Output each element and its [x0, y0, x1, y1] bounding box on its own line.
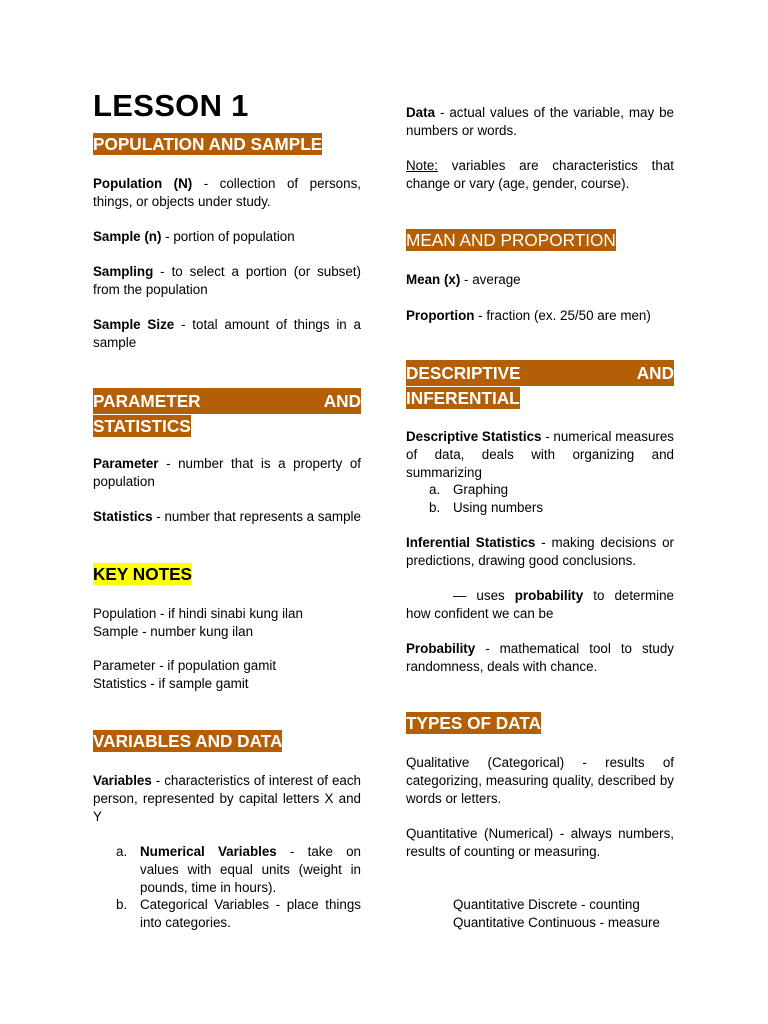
descriptive-term: Descriptive Statistics — [406, 429, 542, 444]
heading-key-notes: KEY NOTES — [93, 564, 193, 584]
data-definition: Data - actual values of the variable, may be numbers or words. — [406, 105, 674, 138]
heading-mean-proportion: MEAN AND PROPORTION — [406, 230, 616, 250]
sampling-term: Sampling — [93, 264, 154, 279]
sample-term: Sample (n) — [93, 229, 162, 244]
quantitative-definition: Quantitative (Numerical) - always numbers, results of counting or measuring. — [406, 826, 674, 859]
list-item: a. Numerical Variables - take on values with equal units (weight in pounds, time in hours). — [116, 844, 361, 895]
note-statistics: Statistics - if sample gamit — [93, 675, 249, 691]
note-sample: Sample - number kung ilan — [93, 623, 254, 639]
qualitative-definition: Qualitative (Categorical) - results of categorizing, measuring quality, described by words or letters. — [406, 755, 674, 806]
data-term: Data — [406, 105, 436, 120]
statistics-definition: Statistics - number that represents a sample — [93, 509, 361, 524]
note-population: Population - if hindi sinabi kung ilan — [93, 606, 303, 621]
sample-definition: Sample (n) - portion of population — [93, 229, 295, 244]
probability-keyword: probability — [514, 588, 584, 603]
population-term: Population (N) — [93, 176, 193, 191]
statistics-term: Statistics — [93, 509, 153, 524]
heading-population-sample: POPULATION AND SAMPLE — [93, 134, 323, 154]
probability-definition: Probability - mathematical tool to study randomness, deals with chance. — [406, 641, 674, 674]
proportion-term: Proportion — [406, 308, 475, 323]
heading-parameter-statistics: PARAMETER AND STATISTICS — [93, 388, 361, 438]
list-item: a. Graphing — [429, 482, 509, 497]
probability-term: Probability — [406, 641, 476, 656]
mean-term: Mean (x) — [406, 272, 461, 287]
inferential-definition: Inferential Statistics - making decisions or predictions, drawing good conclusions. — [406, 535, 674, 568]
heading-descriptive-inferential: DESCRIPTIVE AND INFERENTIAL — [406, 360, 674, 410]
note-label: Note: — [406, 158, 439, 173]
quantitative-discrete: Quantitative Discrete - counting — [453, 897, 640, 912]
variables-term: Variables — [93, 773, 152, 788]
lesson-title: LESSON 1 — [93, 88, 249, 123]
list-item: b. Using numbers — [429, 499, 544, 515]
parameter-definition: Parameter - number that is a property of population — [93, 456, 361, 489]
mean-definition: Mean (x) - average — [406, 272, 521, 287]
heading-variables-data: VARIABLES AND DATA — [93, 731, 283, 751]
parameter-term: Parameter — [93, 456, 159, 471]
inferential-term: Inferential Statistics — [406, 535, 536, 550]
quantitative-continuous: Quantitative Continuous - measure — [453, 914, 660, 930]
sampling-definition: Sampling - to select a portion (or subset) from the population — [93, 264, 361, 297]
descriptive-list — [406, 481, 674, 517]
sample-size-term: Sample Size — [93, 317, 175, 332]
variables-note: Note: variables are characteristics that change or vary (age, gender, course). — [406, 158, 674, 191]
variables-list — [93, 843, 361, 932]
variables-definition: Variables - characteristics of interest of each person, represented by capital letters X and Y — [93, 773, 361, 824]
key-notes-block-1 — [93, 605, 303, 641]
proportion-definition: Proportion - fraction (ex. 25/50 are men) — [406, 308, 651, 323]
sample-size-definition: Sample Size - total amount of things in a sample — [93, 317, 361, 350]
heading-types-of-data: TYPES OF DATA — [406, 713, 541, 733]
list-item: b. Categorical Variables - place things into categories. — [116, 897, 361, 931]
note-parameter: Parameter - if population gamit — [93, 658, 277, 673]
quantitative-types — [453, 896, 660, 932]
probability-usage: — uses probability to determine how confident we can be — [406, 588, 674, 621]
key-notes-block-2 — [93, 657, 276, 693]
descriptive-definition: Descriptive Statistics - numerical measures of data, deals with organizing and summarizing — [406, 429, 674, 480]
population-definition: Population (N) - collection of persons, things, or objects under study. — [93, 176, 361, 209]
